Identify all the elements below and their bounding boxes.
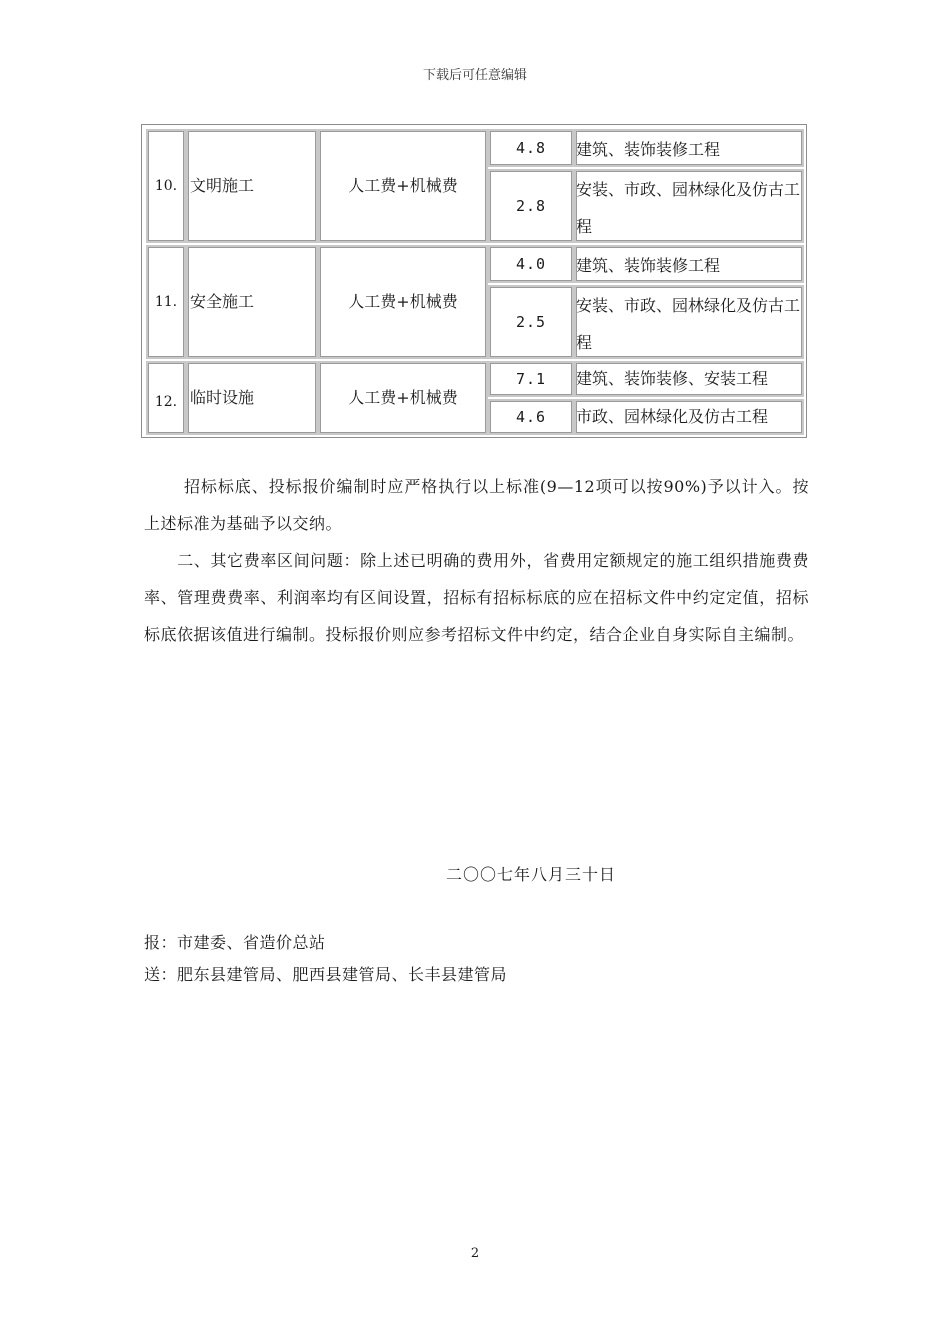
item-name: 安全施工 <box>186 245 318 359</box>
scope-text: 安装、市政、园林绿化及仿古工程 <box>574 169 804 243</box>
calculation-basis: 人工费+机械费 <box>318 361 488 435</box>
table-row <box>142 245 806 361</box>
rate-value: 7.1 <box>488 361 574 397</box>
scope-text: 建筑、装饰装修工程 <box>574 245 804 283</box>
scope-text: 市政、园林绿化及仿古工程 <box>574 399 804 435</box>
table-row <box>142 129 806 245</box>
paragraph-rate-intervals: 二、其它费率区间问题：除上述已明确的费用外，省费用定额规定的施工组织措施费费率、管理费费率、利润率均有区间设置，招标有招标标底的应在招标文件中约定定值，招标标底依据该值进行编制。投标报价则应参考招标文件中约定，结合企业自身实际自主编制。 <box>144 551 809 644</box>
item-number: 12. <box>146 361 186 435</box>
document-date: 二〇〇七年八月三十日 <box>446 865 617 884</box>
calculation-basis: 人工费+机械费 <box>318 245 488 359</box>
item-name: 临时设施 <box>186 361 318 435</box>
paragraph-standard: 招标标底、投标报价编制时应严格执行以上标准(9—12项可以按90%)予以计入。按上述标准为基础予以交纳。 <box>144 477 809 533</box>
calculation-basis: 人工费+机械费 <box>318 129 488 243</box>
rate-value: 4.0 <box>488 245 574 283</box>
header-note: 下载后可任意编辑 <box>422 68 527 83</box>
rate-value: 4.6 <box>488 399 574 435</box>
report-to-line: 报：市建委、省造价总站 <box>144 933 326 952</box>
rate-value: 4.8 <box>488 129 574 167</box>
scope-text: 建筑、装饰装修工程 <box>574 129 804 167</box>
page-number: 2 <box>470 1246 480 1261</box>
send-to-line: 送：肥东县建管局、肥西县建管局、长丰县建管局 <box>144 965 508 984</box>
rate-table <box>141 124 807 438</box>
item-number: 11. <box>146 245 186 359</box>
item-name: 文明施工 <box>186 129 318 243</box>
scope-text: 安装、市政、园林绿化及仿古工程 <box>574 285 804 359</box>
rate-value: 2.8 <box>488 169 574 243</box>
item-number: 10. <box>146 129 186 243</box>
scope-text: 建筑、装饰装修、安装工程 <box>574 361 804 397</box>
table-row <box>142 361 806 437</box>
rate-value: 2.5 <box>488 285 574 359</box>
